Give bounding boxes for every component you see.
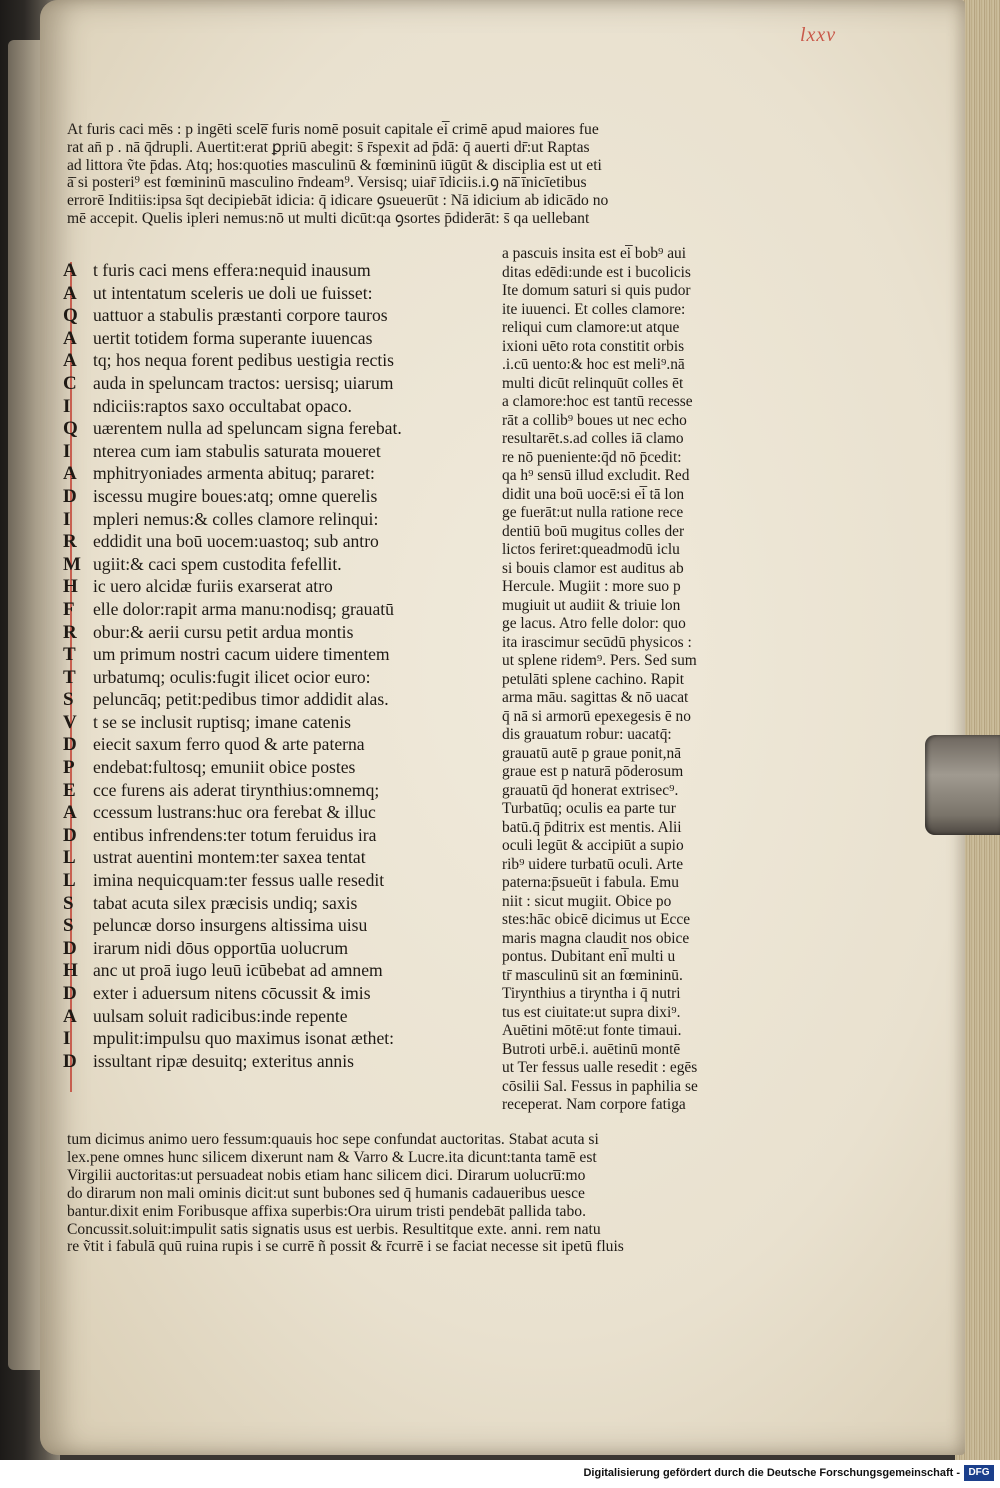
commentary-line: batū.q̄ p̄ditrix est mentis. Alii xyxy=(502,818,682,836)
verse-line xyxy=(63,485,493,511)
commentary-line: ditas edēdi:unde est i bucolicis xyxy=(502,263,691,281)
verse-text: entibus infrendens:ter totum feruidus ira xyxy=(93,824,377,845)
verse-text: uattuor a stabulis præstanti corpore tauros xyxy=(93,305,388,326)
commentary-line: Hercule. Mugiit : more suo p xyxy=(502,578,681,595)
commentary-line: reliqui cum clamore:ut atque xyxy=(502,319,680,336)
commentary-line: .i.cū uento:& hoc est meli⁹.nā xyxy=(502,356,685,373)
commentary-line: dis grauatum robur: uacatq̄: xyxy=(502,726,672,743)
commentary-line: rib⁹ uidere turbatū oculi. Arte xyxy=(502,855,684,873)
verse-line xyxy=(63,917,493,940)
verse-initial: A xyxy=(63,463,77,485)
verse-line xyxy=(63,553,493,579)
verse-initial: I xyxy=(63,1028,71,1050)
verse-line xyxy=(63,962,493,985)
verse-initial: D xyxy=(63,485,77,507)
verse-initial: F xyxy=(63,598,75,620)
commentary-line: mugiuit ut audiit & triuie lon xyxy=(502,596,681,614)
folio-number: lxxv xyxy=(800,24,837,46)
verse-initial: I xyxy=(63,508,71,530)
verse-initial: A xyxy=(63,350,77,372)
verse-line xyxy=(63,711,493,737)
verse-line xyxy=(63,282,493,308)
commentary-line: q̄ nā si armorū epexegesis ē no xyxy=(502,707,691,725)
verse-line xyxy=(63,352,493,375)
verse-line xyxy=(63,395,493,421)
commentary-line: a clamore:hoc est tantū recesse xyxy=(502,393,693,410)
verse-line xyxy=(63,420,493,443)
commentary-line: ut splene ridem⁹. Pers. Sed sum xyxy=(502,652,697,669)
verse-text: uærentem nulla ad speluncam signa ferebat. xyxy=(93,418,402,439)
verse-line xyxy=(63,1050,493,1076)
verse-line xyxy=(63,779,493,805)
commentary-line: ad littora ṽte p̄das. Atq; hos:quoties masculinū & fœmininū iūgūt & disciplia est ut eti xyxy=(67,156,602,174)
verse-text: ndiciis:raptos saxo occultabat opaco. xyxy=(93,395,352,416)
verse-initial: Q xyxy=(63,418,78,440)
verse-line xyxy=(63,985,493,1008)
verse-initial: D xyxy=(63,937,77,959)
verse-text: uertit totidem forma superante iuuencas xyxy=(93,327,373,348)
verse-text: ustrat auentini montem:ter saxea tentat xyxy=(93,847,366,868)
verse-text: obur:& aerii cursu petit ardua montis xyxy=(93,621,354,642)
commentary-line: ut Ter fessus ualle resedit : egēs xyxy=(502,1059,698,1076)
commentary-line: re ṽtit i fabulā quū ruina rupis i se currē ñ possit & r̄currē i se faciat necesse sit ipetū fluis xyxy=(67,1238,624,1256)
verse-line xyxy=(63,646,493,669)
verse-line xyxy=(63,307,493,330)
verse-line xyxy=(63,1030,493,1053)
verse-line xyxy=(63,872,493,895)
commentary-line: Turbatūq; oculis ea parte tur xyxy=(502,800,676,817)
commentary-line: lex.pene omnes hunc silicem dixerunt nam & Varro & Lucre.ita dicunt:tanta tamē est xyxy=(67,1148,597,1166)
commentary-line: graue est p naturā pōderosum xyxy=(502,763,684,780)
commentary-line: ita irascimur secūdū physicos : xyxy=(502,633,692,651)
commentary-line: niit : sicut mugiit. Obice po xyxy=(502,892,672,910)
verse-text: anc ut proā iugo leuū icūbebat ad amnem xyxy=(93,960,383,981)
verse-initial: R xyxy=(63,621,77,643)
verse-line xyxy=(63,759,493,782)
side-commentary xyxy=(502,245,772,1115)
verse-text: tq; hos nequa forent pedibus uestigia rectis xyxy=(93,350,394,371)
verse-initial: H xyxy=(63,576,78,598)
commentary-line: ā̄ si posteri⁹ est fœmininū masculino r̄ndeam⁹. Versisq; uiar̄ īdiciis.i.ꝯ nā̄ īnicīetibus xyxy=(67,174,587,192)
verse-text: urbatumq; oculis:fugit ilicet ocior euro: xyxy=(93,666,371,687)
commentary-line: ge lacus. Atro felle dolor: quo xyxy=(502,615,686,632)
verse-initial: D xyxy=(63,734,77,756)
verse-initial: S xyxy=(63,689,74,711)
verse-line xyxy=(63,262,493,285)
commentary-line: do dirarum non mali ominis dicit:ut sunt bubones sed q̄ humanis cadaueribus uesce xyxy=(67,1184,585,1202)
commentary-line: At furis caci mēs : p ingēti scele̅ furis nomē posuit capitale ei̅ crimē apud maiores fue xyxy=(67,121,599,138)
commentary-line: resultarēt.s.ad colles iā clamo xyxy=(502,430,684,447)
bottom-commentary xyxy=(67,1131,767,1256)
verse-text: mpulit:impulsu quo maximus isonat æthet: xyxy=(93,1028,395,1049)
footer-credit: Digitalisierung gefördert durch die Deutsche Forschungsgemeinschaft - xyxy=(583,1467,960,1479)
verse-initial: S xyxy=(63,892,74,914)
verse-initial: T xyxy=(63,644,76,666)
verse-line xyxy=(63,849,493,872)
verse-line xyxy=(63,666,493,692)
verse-initial: A xyxy=(63,282,77,304)
verse-initial: S xyxy=(63,915,74,937)
verse-text: tabat acuta silex præcisis undiq; saxis xyxy=(93,892,358,913)
verse-initial: D xyxy=(63,1050,77,1072)
commentary-line: re nō pueniente:q̄d nō p̄cedit: xyxy=(502,448,682,466)
verse-initial: A xyxy=(63,260,77,281)
verse-text: ut intentatum sceleris ue doli ue fuisset: xyxy=(93,282,373,303)
commentary-line: cōsilii Sal. Fessus in paphilia se xyxy=(502,1077,698,1095)
commentary-line: paterna:p̄sueūt i fabula. Emu xyxy=(502,874,679,891)
commentary-line: grauatū q̄d honerat extrisec⁹. xyxy=(502,781,679,799)
verse-initial: V xyxy=(63,711,77,733)
verse-text: issultant ripæ desuitq; exteritus annis xyxy=(93,1050,354,1071)
commentary-line: arma māu. sagittas & nō uacat xyxy=(502,689,689,706)
verse-line xyxy=(63,598,493,624)
verse-initial: L xyxy=(63,870,76,892)
commentary-line: bantur.dixit enim Foribusque affixa superbis:Ora uirum tristi pendebāt pallida tabo. xyxy=(67,1202,586,1220)
verse-block xyxy=(63,262,493,1075)
commentary-line: rat an̄ p . nā q̄drupli. Auertit:erat ꝑpriū abegit: s̄ r̄spexit ad p̄dā: q̄ auerti dr̄:ut Raptas xyxy=(67,138,590,156)
verse-initial: C xyxy=(63,372,77,394)
verse-initial: L xyxy=(63,847,76,869)
verse-text: t furis caci mens effera:nequid inausum xyxy=(93,260,371,280)
verse-text: um primum nostri cacum uidere timentem xyxy=(93,644,390,665)
verse-line xyxy=(63,804,493,827)
verse-initial: A xyxy=(63,1005,77,1027)
verse-text: ccessum lustrans:huc ora ferebat & illuc xyxy=(93,802,376,823)
verse-line xyxy=(63,736,493,759)
verse-line xyxy=(63,533,493,556)
commentary-line: dentiū boū mugitus colles der xyxy=(502,522,685,540)
commentary-line: Virgilii auctoritas:ut persuadeat nobis etiam hanc silicem dici. Dirarum uolucru̅:mo xyxy=(67,1166,586,1184)
verse-initial: R xyxy=(63,531,77,553)
verse-text: imina nequicquam:ter fessus ualle resedit xyxy=(93,870,385,891)
commentary-line: tum dicimus animo uero fessum:quauis hoc sepe confundat auctoritas. Stabat acuta si xyxy=(67,1131,599,1148)
commentary-line: tr̄ masculinū sit an fœmininū. xyxy=(502,966,683,984)
dfg-logo: DFG xyxy=(964,1465,994,1481)
verse-line xyxy=(63,508,493,534)
verse-initial: D xyxy=(63,824,77,846)
verse-line xyxy=(63,440,493,466)
verse-initial: A xyxy=(63,802,77,824)
verse-line xyxy=(63,465,493,488)
commentary-line: mē accepit. Quelis ipleri nemus:nō ut multi dicūt:qa ꝯsortes p̄diderāt: s̄ qa uellebant xyxy=(67,209,590,227)
verse-text: exter i aduersum nitens cōcussit & imis xyxy=(93,983,371,1003)
commentary-line: ge fuerāt:ut nulla ratione rece xyxy=(502,504,684,521)
verse-text: mpleri nemus:& colles clamore relinqui: xyxy=(93,508,379,529)
verse-line xyxy=(63,327,493,353)
verse-text: eiecit saxum ferro quod & arte paterna xyxy=(93,734,365,755)
verse-line xyxy=(63,824,493,850)
verse-initial: T xyxy=(63,666,76,688)
commentary-line: Tirynthius a tiryntha i q̄ nutri xyxy=(502,985,681,1002)
commentary-line: errorē Inditiis:ipsa s̄qt decipiebāt idicia: q̄ idicare ꝯsueuerūt : Nā idicium ab idicādo no xyxy=(67,192,609,210)
verse-text: peluncæ dorso insurgens altissima uisu xyxy=(93,915,368,936)
commentary-line: ixioni uēto rota constitit orbis xyxy=(502,337,685,355)
verse-line xyxy=(63,578,493,601)
commentary-line: oculi legūt & accipiūt a supio xyxy=(502,837,684,854)
commentary-line: pontus. Dubitant eni̅ multi u xyxy=(502,948,676,965)
commentary-line: tus est ciuitate:ut supra dixi⁹. xyxy=(502,1003,681,1021)
commentary-line: receperat. Nam corpore fatiga xyxy=(502,1096,686,1113)
commentary-line: Auētini mōtē:ut fonte timaui. xyxy=(502,1022,682,1039)
footer-bar xyxy=(0,1460,1000,1488)
verse-text: auda in speluncam tractos: uersisq; uiarum xyxy=(93,372,394,393)
commentary-line: Butroti urbē.i. auētinū montē xyxy=(502,1040,681,1058)
verse-line xyxy=(63,372,493,398)
commentary-line: maris magna claudit nos obice xyxy=(502,929,690,947)
commentary-line: ite iuuenci. Et colles clamore: xyxy=(502,300,686,318)
verse-text: irarum nidi dōus opportūa uolucrum xyxy=(93,937,349,958)
top-commentary xyxy=(67,121,767,228)
commentary-line: Ite domum saturi si quis pudor xyxy=(502,282,691,299)
commentary-line: a pascuis insita est ei̅ bob⁹ aui xyxy=(502,245,687,262)
commentary-line: grauatū autē p graue ponit,nā xyxy=(502,744,682,762)
verse-initial: P xyxy=(63,757,75,779)
verse-line xyxy=(63,691,493,714)
verse-initial: Q xyxy=(63,305,78,327)
commentary-line: petulāti splene cachino. Rapit xyxy=(502,670,685,688)
commentary-line: qa h⁹ sensū illud excludit. Red xyxy=(502,467,690,484)
commentary-line: rāt a collib⁹ boues ut nec echo xyxy=(502,411,687,429)
commentary-line: si bouis clamor est auditus ab xyxy=(502,559,684,577)
verse-initial: D xyxy=(63,983,77,1004)
verse-text: cce furens ais aderat tirynthius:omnemq; xyxy=(93,779,380,800)
verse-line xyxy=(63,937,493,963)
verse-text: mphitryoniades armenta abituq; pararet: xyxy=(93,463,375,484)
verse-text: eddidit una boū uocem:uastoq; sub antro xyxy=(93,531,379,552)
verse-text: nterea cum iam stabulis saturata moueret xyxy=(93,440,381,461)
commentary-line: multi dicūt relinquūt colles ēt xyxy=(502,374,684,392)
verse-text: elle dolor:rapit arma manu:nodisq; grauatū xyxy=(93,598,394,619)
verse-line xyxy=(63,621,493,647)
verse-text: peluncāq; petit:pedibus timor addidit alas. xyxy=(93,689,389,710)
verse-initial: M xyxy=(63,553,81,575)
verse-text: ic uero alcidæ furiis exarserat atro xyxy=(93,576,333,597)
verse-initial: I xyxy=(63,440,71,462)
book-clasp xyxy=(925,735,1000,835)
verse-initial: I xyxy=(63,395,71,417)
verse-text: endebat:fultosq; emuniit obice postes xyxy=(93,757,356,778)
verse-text: t se se inclusit ruptisq; imane catenis xyxy=(93,711,351,732)
commentary-line: stes:hāc obicē dicimus ut Ecce xyxy=(502,911,691,928)
verse-initial: E xyxy=(63,779,76,801)
verse-initial: H xyxy=(63,960,78,982)
commentary-line: Concussit.soluit:impulit satis signatis usus est uerbis. Resultitque exte. anni. rem natu xyxy=(67,1220,601,1238)
verse-text: iscessu mugire boues:atq; omne querelis xyxy=(93,485,378,506)
verse-initial: A xyxy=(63,327,77,349)
commentary-line: didit una boū uocē:si ei̅ tā lon xyxy=(502,485,685,503)
verse-line xyxy=(63,892,493,918)
verse-text: ugiit:& caci spem custodita fefellit. xyxy=(93,553,342,574)
verse-text: uulsam soluit radicibus:inde repente xyxy=(93,1005,348,1026)
commentary-line: lictos feriret:queadmodū iclu xyxy=(502,541,680,558)
verse-line xyxy=(63,1005,493,1031)
